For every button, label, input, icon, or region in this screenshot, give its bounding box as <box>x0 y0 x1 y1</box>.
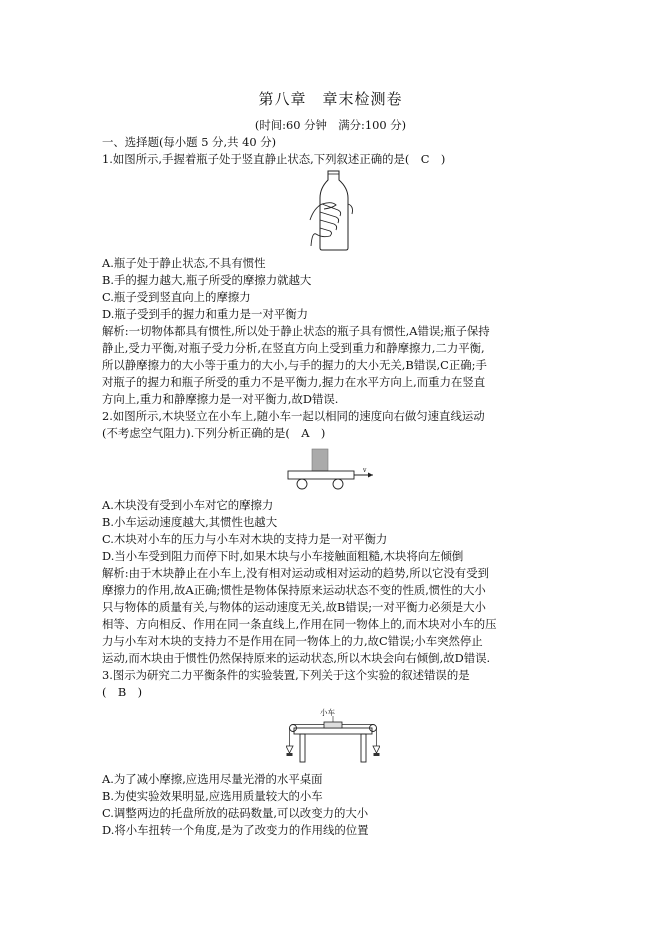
two-force-balance-figure <box>286 716 380 766</box>
q1-option-a: A.瓶子处于静止状态,不具有惯性 <box>102 256 266 270</box>
q1-analysis-line: 对瓶子的握力和瓶子所受的重力不是平衡力,握力在水平方向上,而重力在竖直 <box>102 375 486 389</box>
q2-option-c: C.木块对小车的压力与小车对木块的支持力是一对平衡力 <box>102 532 388 546</box>
q1-analysis-line: 解析:一切物体都具有惯性,所以处于静止状态的瓶子具有惯性,A错误;瓶子保持 <box>102 324 490 338</box>
q3-option-a: A.为了减小摩擦,应选用尽量光滑的水平桌面 <box>102 772 323 786</box>
q2-analysis-line: 只与物体的质量有关,与物体的运动速度无关,故B错误;一对平衡力必须是大小 <box>102 600 486 614</box>
q2-analysis-line: 相等、方向相反、作用在同一条直线上,作用在同一物体上的,而木块对小车的压 <box>102 617 497 631</box>
q2-stem-line: (不考虑空气阻力).下列分析正确的是( A ) <box>102 426 326 440</box>
q2-option-a: A.木块没有受到小车对它的摩擦力 <box>102 498 274 512</box>
section-heading: 一、选择题(每小题 5 分,共 40 分) <box>102 135 277 149</box>
exam-time-score: (时间:60 分钟 满分:100 分) <box>254 118 407 132</box>
bottle-hand-figure <box>308 168 358 252</box>
q2-stem-line: 2.如图所示,木块竖立在小车上,随小车一起以相同的速度向右做匀速直线运动 <box>102 409 485 423</box>
q1-option-d: D.瓶子受到手的握力和重力是一对平衡力 <box>102 307 308 321</box>
q3-option-d: D.将小车扭转一个角度,是为了改变力的作用线的位置 <box>102 823 369 837</box>
q1-analysis-line: 静止,受力平衡,对瓶子受力分析,在竖直方向上受到重力和静摩擦力,二力平衡, <box>102 341 485 355</box>
velocity-label <box>363 466 371 474</box>
q3-stem-line: 3.图示为研究二力平衡条件的实验装置,下列关于这个实验的叙述错误的是 <box>102 668 470 682</box>
q1-option-b: B.手的握力越大,瓶子所受的摩擦力就越大 <box>102 273 312 287</box>
q2-option-d: D.当小车受到阻力而停下时,如果木块与小车接触面粗糙,木块将向左倾倒 <box>102 549 464 563</box>
q2-analysis-line: 摩擦力的作用,故A正确;惯性是物体保持原来运动状态不变的性质,惯性的大小 <box>102 583 486 597</box>
q1-analysis-line: 所以静摩擦力的大小等于重力的大小,与手的握力的大小无关,B错误,C正确;手 <box>102 358 487 372</box>
q2-analysis-line: 力与小车对木块的支持力不是作用在同一物体上的力,故C错误;小车突然停止 <box>102 634 483 648</box>
q1-analysis-line: 方向上,重力和静摩擦力是一对平衡力,故D错误. <box>102 392 339 406</box>
q3-stem-line: ( B ) <box>102 685 143 699</box>
q2-analysis-line: 运动,而木块由于惯性仍然保持原来的运动状态,所以木块会向右倾倒,故D错误. <box>102 651 491 665</box>
q3-option-b: B.为使实验效果明显,应选用质量较大的小车 <box>102 789 323 803</box>
q1-option-c: C.瓶子受到竖直向上的摩擦力 <box>102 290 251 304</box>
cart-label: 小车 <box>320 708 335 717</box>
q3-option-c: C.调整两边的托盘所放的砝码数量,可以改变力的大小 <box>102 806 369 820</box>
page-title: 第八章 章末检测卷 <box>258 90 403 108</box>
q2-option-b: B.小车运动速度越大,其惯性也越大 <box>102 515 278 529</box>
svg-text:v: v <box>363 467 367 474</box>
q1-stem: 1.如图所示,手握着瓶子处于竖直静止状态,下列叙述正确的是( C ) <box>102 152 446 166</box>
q2-analysis-line: 解析:由于木块静止在小车上,没有相对运动或相对运动的趋势,所以它没有受到 <box>102 566 489 580</box>
